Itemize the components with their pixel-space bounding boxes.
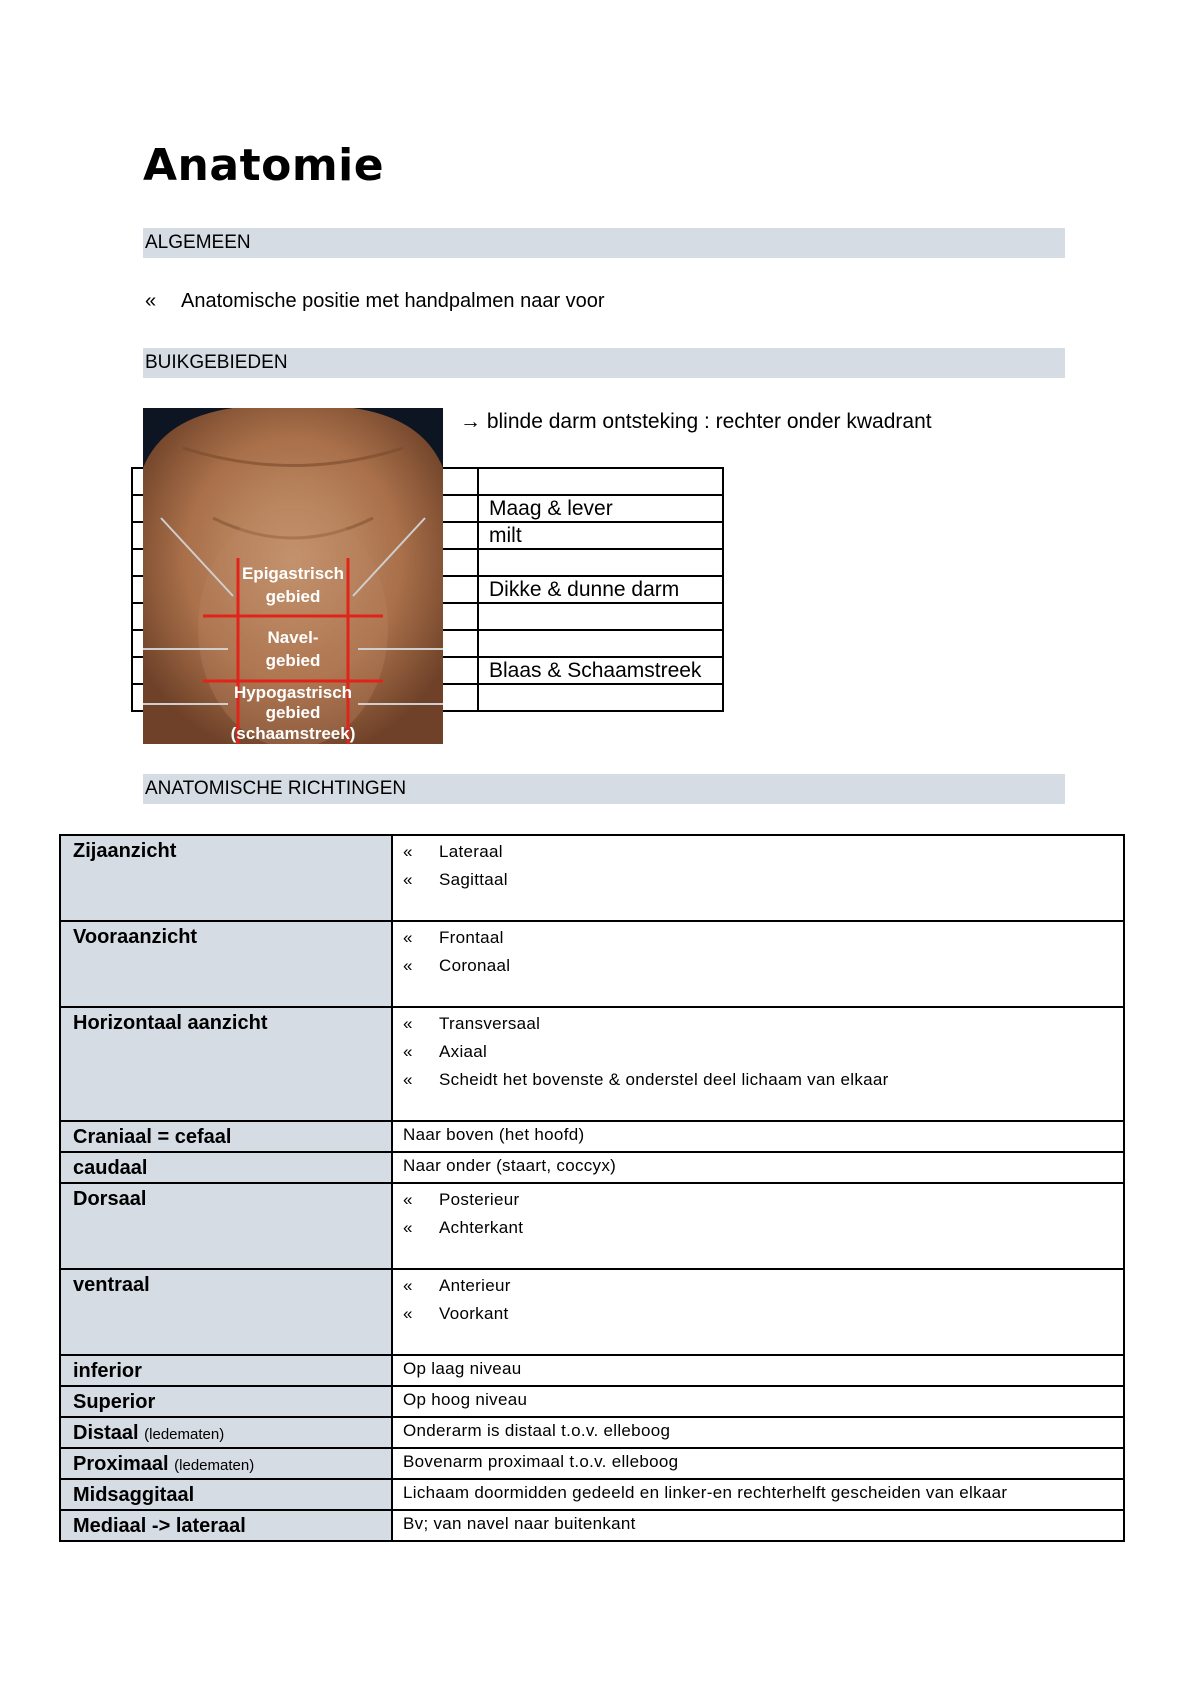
list-item	[403, 1067, 1113, 1095]
bullet-marker: «	[403, 870, 413, 889]
bullet-text: Transversaal	[439, 1014, 541, 1033]
label-hypogastric-3: (schaamstreek)	[230, 724, 356, 743]
bullet-text: Anterieur	[439, 1276, 511, 1295]
direction-description: Naar boven (het hoofd)	[392, 1121, 1124, 1152]
list-item	[403, 1011, 1113, 1039]
direction-term-label: Proximaal	[73, 1453, 169, 1475]
label-hypogastric-1: Hypogastrisch	[233, 683, 353, 702]
direction-term	[60, 1269, 392, 1355]
region-organ-cell: Blaas & Schaamstreek	[478, 657, 723, 684]
page-title: Anatomie	[143, 140, 385, 191]
list-item	[403, 839, 1113, 867]
direction-term-label: caudaal	[73, 1157, 148, 1179]
region-organ-cell	[478, 468, 723, 495]
direction-row	[60, 1183, 1124, 1269]
bullet-text: Axiaal	[439, 1042, 488, 1061]
general-bullet	[145, 290, 605, 313]
direction-description	[392, 1007, 1124, 1121]
region-organ-cell	[478, 684, 723, 711]
list-item	[403, 1273, 1113, 1301]
direction-row	[60, 1355, 1124, 1386]
list-item	[403, 1215, 1113, 1243]
direction-row	[60, 1448, 1124, 1479]
direction-description: Naar onder (staart, coccyx)	[392, 1152, 1124, 1183]
direction-row	[60, 1479, 1124, 1510]
list-item	[403, 1187, 1113, 1215]
direction-bullet-list	[403, 1273, 1113, 1329]
region-organ-cell: Maag & lever	[478, 495, 723, 522]
direction-description: Onderarm is distaal t.o.v. elleboog	[392, 1417, 1124, 1448]
label-umbilical-2: gebied	[265, 651, 321, 670]
bullet-marker: «	[403, 928, 413, 947]
bullet-text: Posterieur	[439, 1190, 520, 1209]
bullet-marker: «	[403, 1070, 413, 1089]
bullet-text: Coronaal	[439, 956, 511, 975]
bullet-marker: «	[403, 1276, 413, 1295]
direction-description: Bovenarm proximaal t.o.v. elleboog	[392, 1448, 1124, 1479]
list-item	[403, 925, 1113, 953]
bullet-marker: «	[403, 1042, 413, 1061]
label-epigastric-1: Epigastrisch	[241, 564, 345, 583]
direction-term	[60, 1007, 392, 1121]
list-item	[403, 1301, 1113, 1329]
direction-row	[60, 1417, 1124, 1448]
direction-term-label: Horizontaal aanzicht	[73, 1012, 268, 1034]
direction-term-note: (ledematen)	[174, 1457, 255, 1474]
bullet-text: Lateraal	[439, 842, 503, 861]
bullet-marker: «	[403, 1190, 413, 1209]
direction-term-label: Dorsaal	[73, 1188, 147, 1210]
list-item	[403, 867, 1113, 895]
direction-row	[60, 1510, 1124, 1541]
section-header-abdomen: BUIKGEBIEDEN	[143, 348, 1065, 378]
direction-term	[60, 921, 392, 1007]
direction-description: Bv; van navel naar buitenkant	[392, 1510, 1124, 1541]
direction-term-label: Distaal	[73, 1422, 139, 1444]
bullet-marker: «	[145, 290, 157, 312]
label-epigastric-2: gebied	[265, 587, 321, 606]
bullet-text: Voorkant	[439, 1304, 509, 1323]
region-organ-cell	[478, 549, 723, 576]
direction-bullet-list	[403, 1011, 1113, 1095]
direction-term-label: Zijaanzicht	[73, 840, 177, 862]
directions-table	[59, 834, 1125, 1542]
bullet-text: Scheidt het bovenste & onderstel deel lichaam van elkaar	[439, 1070, 889, 1089]
bullet-marker: «	[403, 1014, 413, 1033]
list-item	[403, 953, 1113, 981]
direction-row	[60, 921, 1124, 1007]
direction-description: Op laag niveau	[392, 1355, 1124, 1386]
direction-term	[60, 1183, 392, 1269]
direction-description: Op hoog niveau	[392, 1386, 1124, 1417]
direction-bullet-list	[403, 925, 1113, 981]
abdomen-note: → blinde darm ontsteking : rechter onder kwadrant	[460, 410, 932, 433]
bullet-marker: «	[403, 1304, 413, 1323]
region-organ-cell	[478, 630, 723, 657]
direction-term	[60, 1479, 392, 1510]
direction-description: Lichaam doormidden gedeeld en linker-en rechterhelft gescheiden van elkaar	[392, 1479, 1124, 1510]
direction-term	[60, 1152, 392, 1183]
direction-term	[60, 835, 392, 921]
direction-bullet-list	[403, 1187, 1113, 1243]
direction-term-note: (ledematen)	[144, 1426, 225, 1443]
bullet-text: Frontaal	[439, 928, 504, 947]
direction-term-label: Midsaggitaal	[73, 1484, 195, 1506]
direction-term-label: Craniaal = cefaal	[73, 1126, 232, 1148]
direction-term-label: inferior	[73, 1360, 142, 1382]
direction-row	[60, 1007, 1124, 1121]
bullet-text: Achterkant	[439, 1218, 524, 1237]
label-umbilical-1: Navel-	[267, 628, 319, 647]
direction-bullet-list	[403, 839, 1113, 895]
bullet-text: Sagittaal	[439, 870, 508, 889]
label-hypogastric-2: gebied	[265, 703, 321, 722]
direction-term-label: Superior	[73, 1391, 156, 1413]
region-organ-cell: milt	[478, 522, 723, 549]
direction-row	[60, 1386, 1124, 1417]
direction-description	[392, 921, 1124, 1007]
direction-term	[60, 1121, 392, 1152]
bullet-marker: «	[403, 842, 413, 861]
direction-row	[60, 835, 1124, 921]
bullet-marker: «	[403, 956, 413, 975]
direction-term	[60, 1355, 392, 1386]
direction-description	[392, 1183, 1124, 1269]
direction-term-label: Vooraanzicht	[73, 926, 198, 948]
direction-row	[60, 1269, 1124, 1355]
direction-row	[60, 1152, 1124, 1183]
section-header-general: ALGEMEEN	[143, 228, 1065, 258]
direction-term-label: Mediaal -> lateraal	[73, 1515, 246, 1537]
direction-term	[60, 1417, 392, 1448]
section-header-directions: ANATOMISCHE RICHTINGEN	[143, 774, 1065, 804]
bullet-marker: «	[403, 1218, 413, 1237]
direction-term	[60, 1510, 392, 1541]
list-item	[403, 1039, 1113, 1067]
direction-row	[60, 1121, 1124, 1152]
direction-description	[392, 835, 1124, 921]
region-organ-cell: Dikke & dunne darm	[478, 576, 723, 603]
direction-term	[60, 1448, 392, 1479]
direction-term-label: ventraal	[73, 1274, 150, 1296]
region-organ-cell	[478, 603, 723, 630]
direction-description	[392, 1269, 1124, 1355]
general-bullet-text: Anatomische positie met handpalmen naar voor	[181, 290, 605, 312]
direction-term	[60, 1386, 392, 1417]
torso-illustration	[143, 408, 443, 744]
